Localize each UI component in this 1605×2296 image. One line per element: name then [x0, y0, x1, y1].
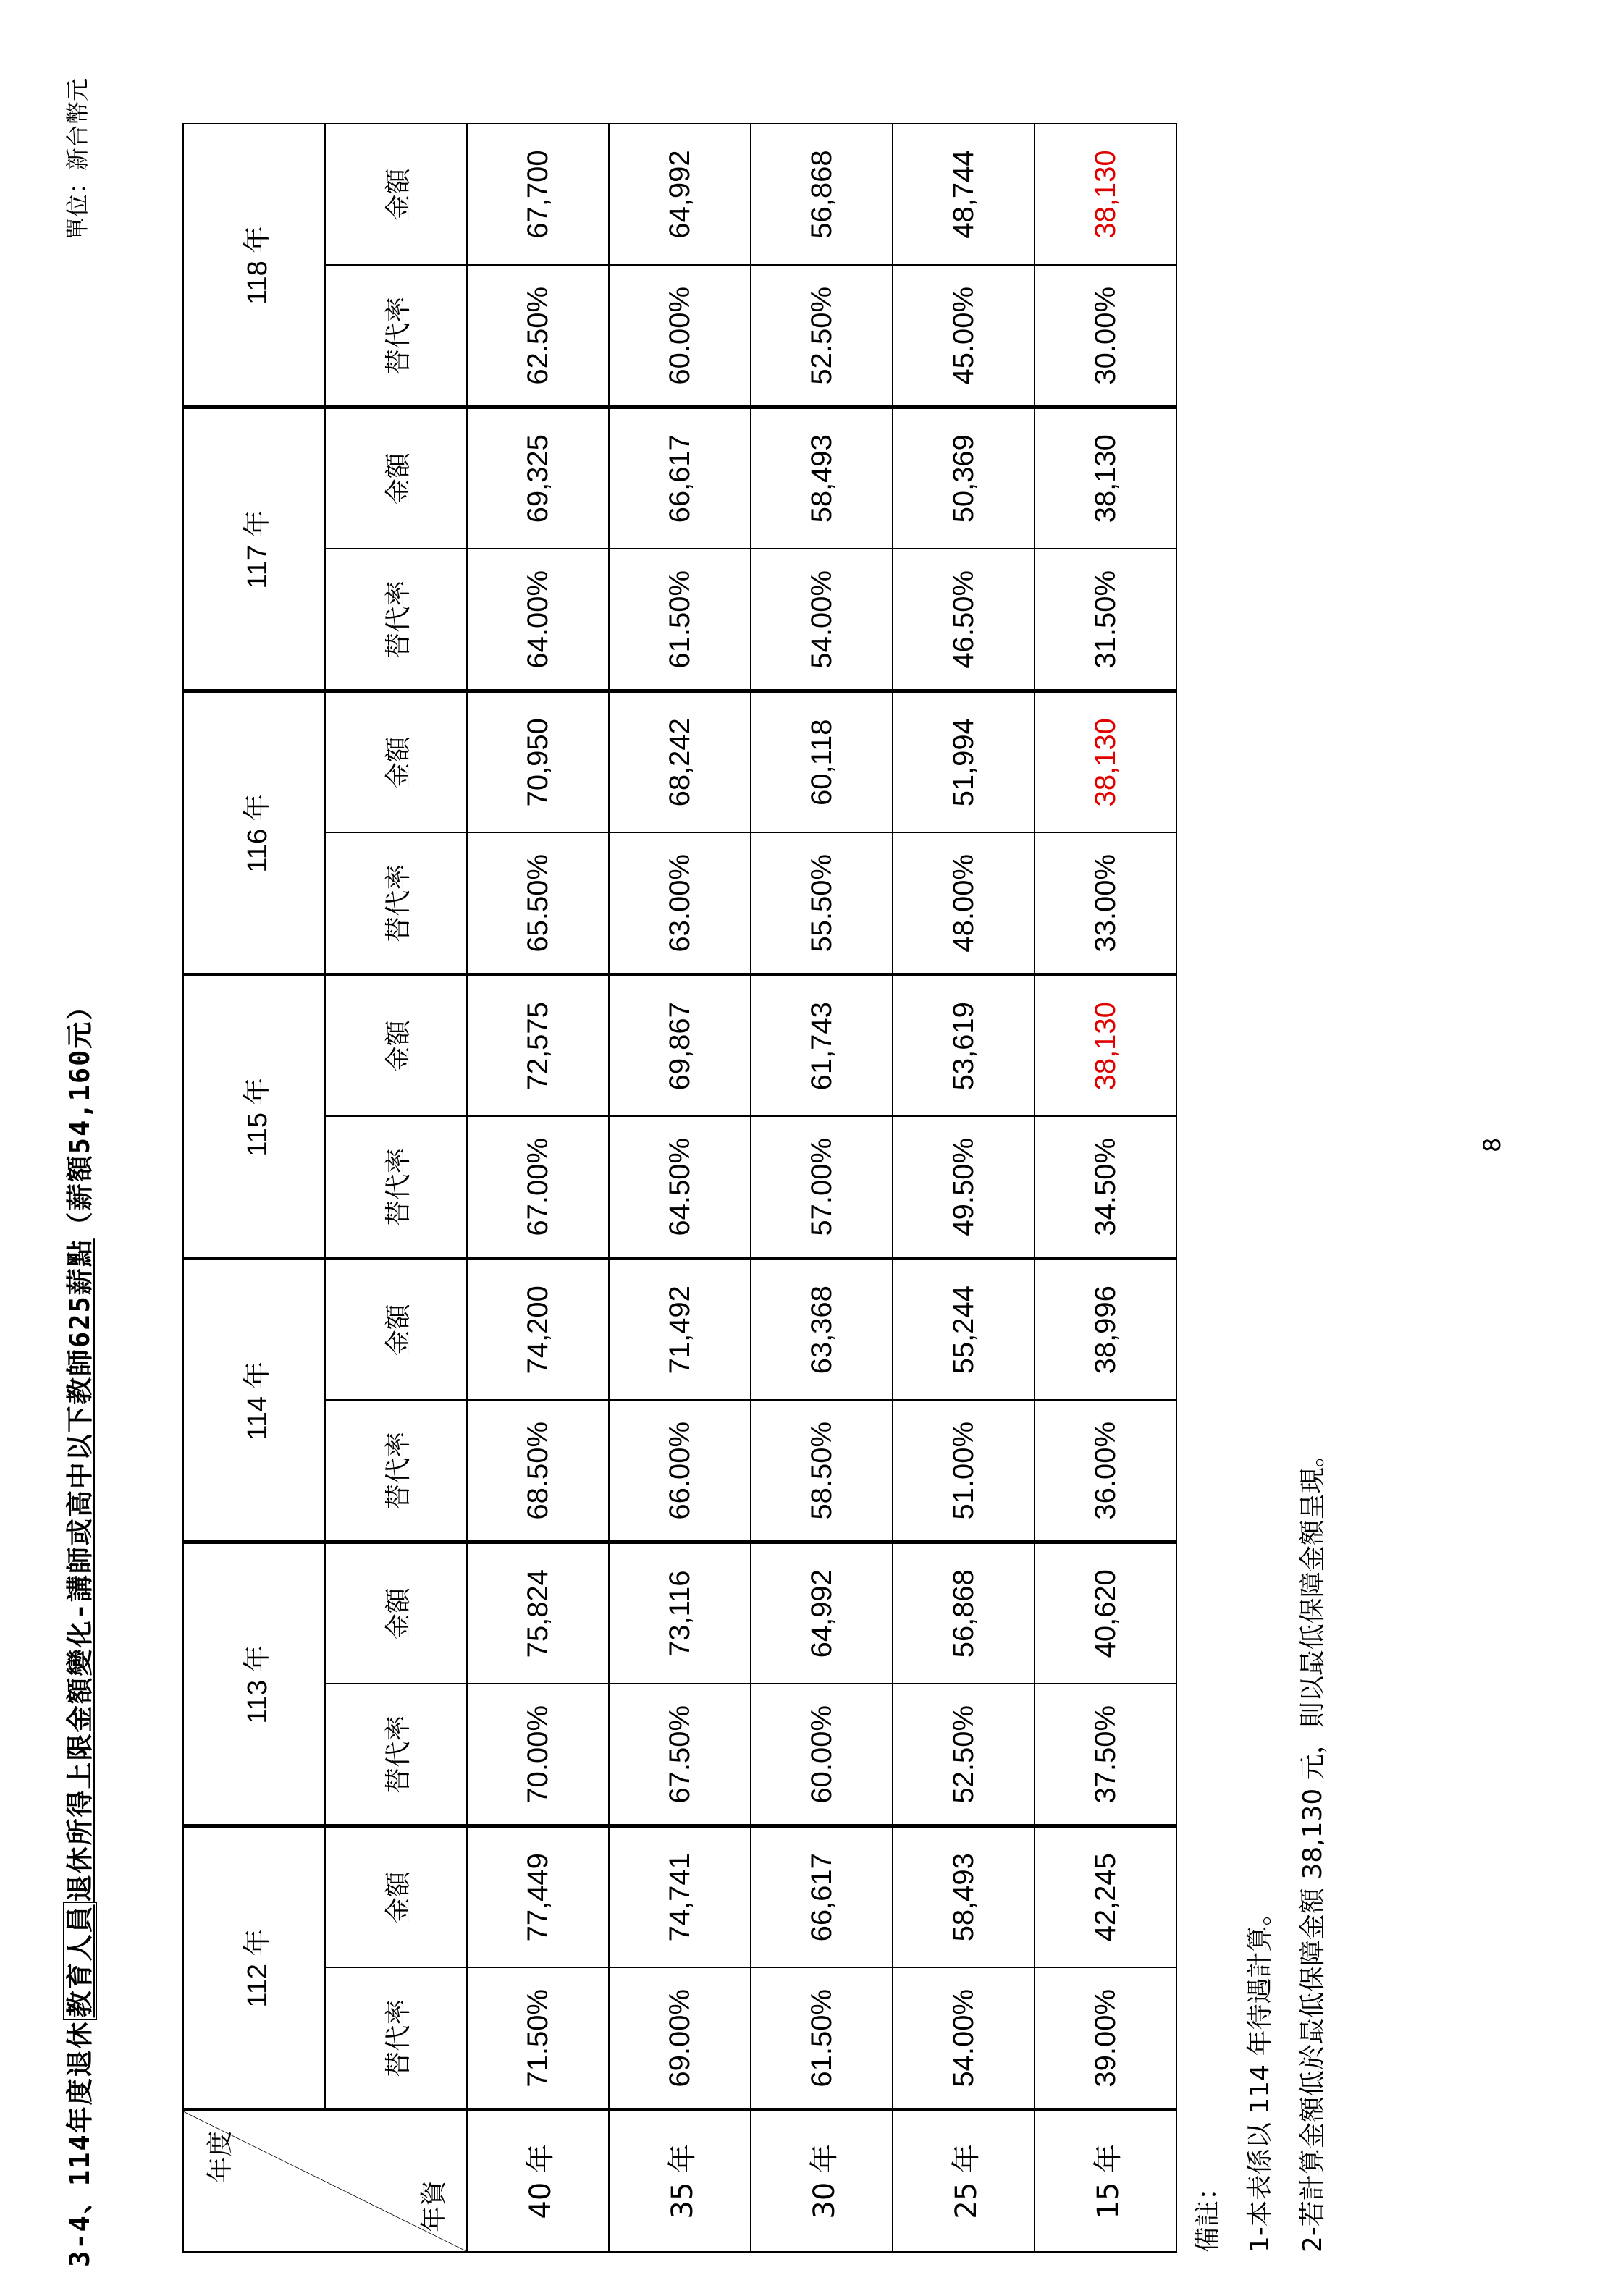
- rate-cell: 67.00%: [467, 1116, 609, 1259]
- amount-cell: 71,492: [609, 1259, 751, 1400]
- page-number: 8: [1478, 1137, 1506, 1152]
- amount-cell: 53,619: [893, 975, 1035, 1116]
- amount-cell: 74,200: [467, 1259, 609, 1400]
- rate-cell: 52.50%: [893, 1684, 1035, 1826]
- rate-cell: 31.50%: [1035, 549, 1176, 691]
- rate-cell: 39.00%: [1035, 1967, 1176, 2110]
- year-header-117: 117 年: [183, 408, 325, 691]
- rate-cell: 48.00%: [893, 832, 1035, 975]
- amount-cell: 38,130: [1035, 691, 1176, 832]
- amount-cell: 64,992: [609, 124, 751, 265]
- rate-cell: 36.00%: [1035, 1400, 1176, 1542]
- rate-cell: 61.50%: [609, 549, 751, 691]
- table-row: [751, 124, 893, 2252]
- rate-cell: 54.00%: [751, 549, 893, 691]
- amount-cell: 72,575: [467, 975, 609, 1116]
- rate-header: 替代率: [325, 1967, 467, 2110]
- title-suffix: （薪額54,160元）: [64, 992, 96, 1239]
- amount-cell: 70,950: [467, 691, 609, 832]
- amount-cell: 38,130: [1035, 975, 1176, 1116]
- note-item: 2-若計算金額低於最低保障金額 38,130 元，則以最低保障金額呈現。: [1298, 1441, 1328, 2253]
- rate-cell: 64.50%: [609, 1116, 751, 1259]
- amount-cell: 48,744: [893, 124, 1035, 265]
- rate-cell: 69.00%: [609, 1967, 751, 2110]
- notes-heading: 備註：: [1193, 2174, 1223, 2253]
- amount-cell: 60,118: [751, 691, 893, 832]
- rate-header: 替代率: [325, 1116, 467, 1259]
- year-header-row: [183, 124, 325, 2252]
- currency-unit: 單位：新台幣元: [64, 77, 91, 240]
- rate-header: 替代率: [325, 265, 467, 408]
- amount-cell: 58,493: [893, 1826, 1035, 1967]
- amount-cell: 73,116: [609, 1542, 751, 1684]
- rate-cell: 70.00%: [467, 1684, 609, 1826]
- rate-cell: 37.50%: [1035, 1684, 1176, 1826]
- amount-cell: 55,244: [893, 1259, 1035, 1400]
- amount-cell: 69,325: [467, 408, 609, 549]
- amount-header: 金額: [325, 1542, 467, 1684]
- rate-cell: 45.00%: [893, 265, 1035, 408]
- amount-cell: 68,242: [609, 691, 751, 832]
- amount-cell: 51,994: [893, 691, 1035, 832]
- rate-cell: 30.00%: [1035, 265, 1176, 408]
- rate-header: 替代率: [325, 832, 467, 975]
- table-row: [609, 124, 751, 2252]
- amount-header: 金額: [325, 124, 467, 265]
- document-title: [58, 992, 97, 2267]
- rate-cell: 65.50%: [467, 832, 609, 975]
- table-row: [467, 124, 609, 2252]
- rate-cell: 52.50%: [751, 265, 893, 408]
- amount-cell: 74,741: [609, 1826, 751, 1967]
- title-prefix: 3-4、114年度退休: [64, 2020, 96, 2267]
- amount-cell: 58,493: [751, 408, 893, 549]
- rate-cell: 60.00%: [751, 1684, 893, 1826]
- rate-cell: 51.00%: [893, 1400, 1035, 1542]
- rate-cell: 33.00%: [1035, 832, 1176, 975]
- table-row: [893, 124, 1035, 2252]
- rate-cell: 60.00%: [609, 265, 751, 408]
- year-header-112: 112 年: [183, 1826, 325, 2110]
- corner-year-label: 年度: [205, 2130, 235, 2183]
- amount-cell: 67,700: [467, 124, 609, 265]
- amount-cell: 56,868: [893, 1542, 1035, 1684]
- service-years-cell: 30 年: [751, 2110, 893, 2252]
- amount-cell: 38,130: [1035, 408, 1176, 549]
- year-header-115: 115 年: [183, 975, 325, 1259]
- rate-cell: 54.00%: [893, 1967, 1035, 2110]
- rate-cell: 71.50%: [467, 1967, 609, 2110]
- rate-cell: 34.50%: [1035, 1116, 1176, 1259]
- table-body: [467, 124, 1176, 2252]
- title-underlined-text: 退休所得上限金額變化-講師或高中以下教師625薪點: [64, 1238, 96, 1902]
- corner-service-label: 年資: [418, 2179, 448, 2232]
- amount-cell: 40,620: [1035, 1542, 1176, 1684]
- amount-cell: 42,245: [1035, 1826, 1176, 1967]
- amount-header: 金額: [325, 691, 467, 832]
- rate-cell: 55.50%: [751, 832, 893, 975]
- year-header-118: 118 年: [183, 124, 325, 408]
- amount-cell: 66,617: [751, 1826, 893, 1967]
- rate-header: 替代率: [325, 1684, 467, 1826]
- rate-cell: 57.00%: [751, 1116, 893, 1259]
- amount-cell: 63,368: [751, 1259, 893, 1400]
- service-years-cell: 15 年: [1035, 2110, 1176, 2252]
- rate-cell: 58.50%: [751, 1400, 893, 1542]
- rate-cell: 46.50%: [893, 549, 1035, 691]
- year-header-114: 114 年: [183, 1259, 325, 1542]
- service-years-cell: 40 年: [467, 2110, 609, 2252]
- amount-cell: 64,992: [751, 1542, 893, 1684]
- rate-cell: 66.00%: [609, 1400, 751, 1542]
- rate-cell: 62.50%: [467, 265, 609, 408]
- retirement-income-table: [182, 123, 1177, 2253]
- rate-cell: 67.50%: [609, 1684, 751, 1826]
- amount-header: 金額: [325, 1826, 467, 1967]
- rate-cell: 68.50%: [467, 1400, 609, 1542]
- note-item: 1-本表係以 114 年待遇計算。: [1245, 1899, 1275, 2253]
- amount-cell: 61,743: [751, 975, 893, 1116]
- amount-header: 金額: [325, 408, 467, 549]
- rate-cell: 64.00%: [467, 549, 609, 691]
- service-years-cell: 25 年: [893, 2110, 1035, 2252]
- subheader-row: [325, 124, 467, 2252]
- amount-cell: 77,449: [467, 1826, 609, 1967]
- amount-cell: 50,369: [893, 408, 1035, 549]
- amount-cell: 69,867: [609, 975, 751, 1116]
- rate-header: 替代率: [325, 1400, 467, 1542]
- service-years-cell: 35 年: [609, 2110, 751, 2252]
- amount-cell: 38,996: [1035, 1259, 1176, 1400]
- amount-cell: 56,868: [751, 124, 893, 265]
- year-header-116: 116 年: [183, 691, 325, 975]
- amount-cell: 66,617: [609, 408, 751, 549]
- rate-cell: 61.50%: [751, 1967, 893, 2110]
- amount-header: 金額: [325, 975, 467, 1116]
- year-header-113: 113 年: [183, 1542, 325, 1826]
- rate-header: 替代率: [325, 549, 467, 691]
- title-boxed-text: 教育人員: [63, 1902, 97, 2020]
- amount-header: 金額: [325, 1259, 467, 1400]
- table-row: [1035, 124, 1176, 2252]
- rate-cell: 49.50%: [893, 1116, 1035, 1259]
- amount-cell: 38,130: [1035, 124, 1176, 265]
- corner-header-cell: [183, 2110, 467, 2252]
- rate-cell: 63.00%: [609, 832, 751, 975]
- amount-cell: 75,824: [467, 1542, 609, 1684]
